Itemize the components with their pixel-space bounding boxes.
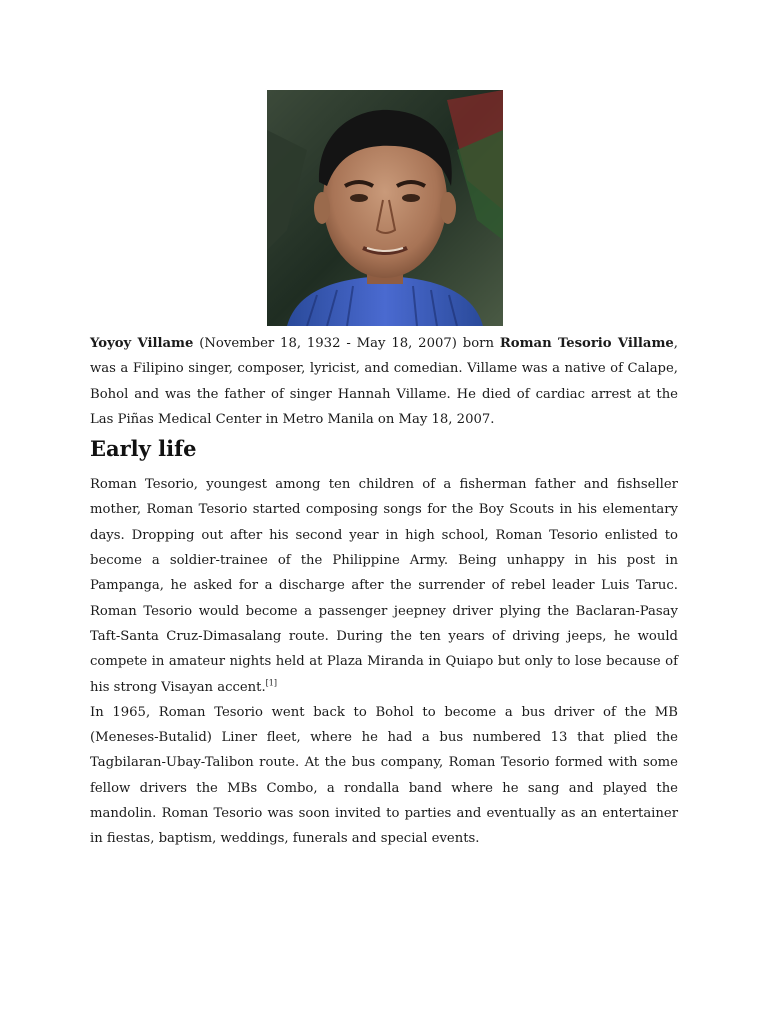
early-life-paragraph-2: In 1965, Roman Tesorio went back to Bohol to become a bus driver of the MB (Meneses-Butalid) Liner fleet, where he had a bus numbered 13 that plied the Tagbilaran-Ubay-Talibon route. At the bus company, Roman Tesorio formed with some fellow drivers the MBs Combo, a rondalla band where he sang and played the mandolin. Roman Tesorio was soon invited to parties and eventually as an entertainer in fiestas, baptism, weddings, funerals and special events. <box>90 704 678 847</box>
article-body <box>90 330 678 852</box>
paragraph-1-text: Roman Tesorio, youngest among ten children of a fisherman father and fishseller mother, Roman Tesorio started composing songs for the Boy Scouts in his elementary days. Dropping out after his second year in high school, Roman Tesorio enlisted to become a soldier-trainee of the Philippine Army. Being unhappy in his post in Pampanga, he asked for a discharge after the surrender of rebel leader Luis Taruc. Roman Tesorio would become a passenger jeepney driver plying the Baclaran-Pasay Taft-Santa Cruz-Dimasalang route. During the ten years of driving jeeps, he would compete in amateur nights held at Plaza Miranda in Quiapo but only to lose because of his strong Visayan accent. <box>90 477 678 695</box>
early-life-paragraph-1 <box>90 472 678 700</box>
section-heading: Early life <box>90 436 197 462</box>
intro-rest: , was a Filipino singer, composer, lyricist, and comedian. Villame was a native of Calape, Bohol and was the father of singer Hannah Villame. He died of cardiac arrest at the Las Piñas Medical Center in Metro Manila on May 18, 2007. <box>90 336 678 427</box>
birth-name: Roman Tesorio Villame <box>499 336 674 351</box>
intro-paragraph <box>90 331 678 432</box>
intro-dates: (November 18, 1932 - May 18, 2007) born <box>193 336 500 351</box>
subject-name: Yoyoy Villame <box>90 336 194 351</box>
portrait-photo <box>267 90 503 326</box>
citation-link[interactable]: [1] <box>265 678 278 688</box>
portrait-illustration <box>267 90 503 326</box>
